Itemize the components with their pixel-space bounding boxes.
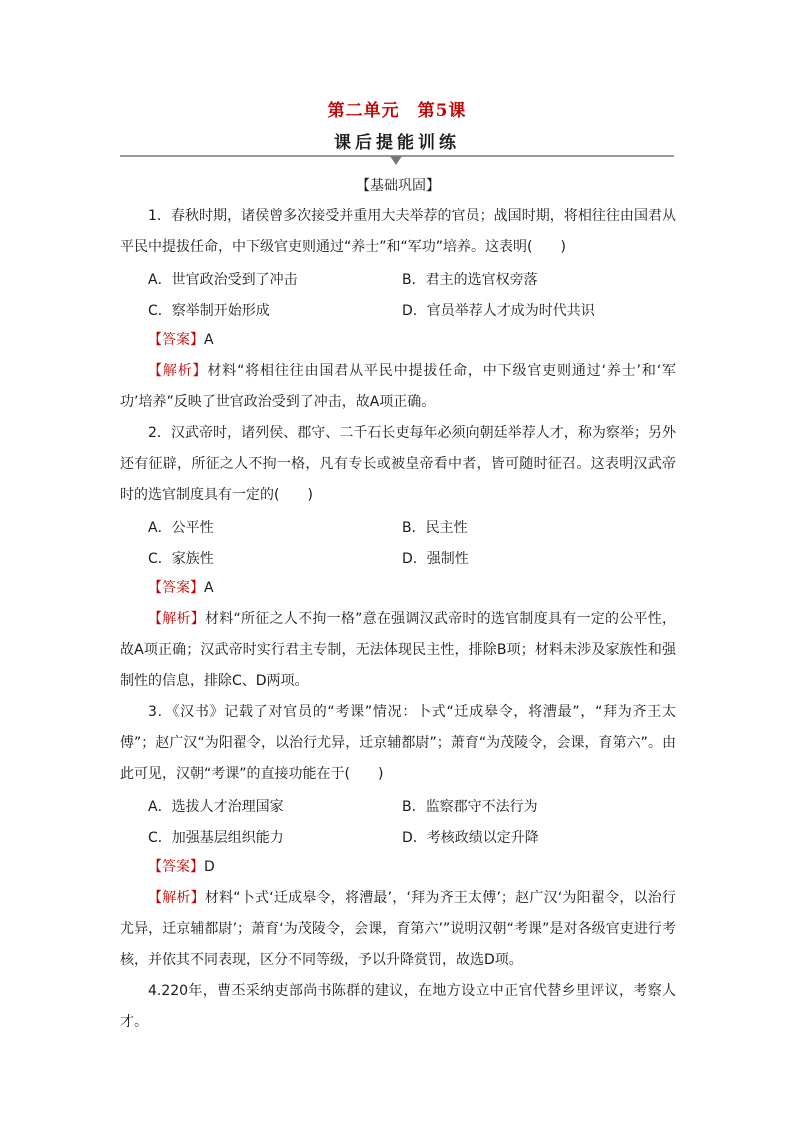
option-a: A．公平性 — [148, 519, 214, 536]
analysis-line — [120, 356, 676, 418]
option-b: B．民主性 — [402, 519, 468, 536]
options-row — [120, 790, 676, 821]
question-stem: 4.220年，曹丕采纳吏部尚书陈群的建议，在地方设立中正官代替乡里评议，考察人才。 — [120, 983, 676, 1030]
option-c: C．察举制开始形成 — [148, 302, 270, 319]
options-row — [120, 542, 676, 573]
analysis-text: 材料“所征之人不拘一格”意在强调汉武帝时的选官制度具有一定的公平性，故A项正确；汉武帝时实行君主专制，无法体现民主性，排除B项；材料未涉及家族性和强制性的信息，排除C、D两项。 — [120, 611, 676, 689]
analysis-label: 【解析】 — [148, 890, 205, 906]
question-stem: 1．春秋时期，诸侯曾多次接受并重用大夫举荐的官员；战国时期，将相往往由国君从平民中提拔任命，中下级官吏则通过“养士”和“军功”培养。这表明( ) — [120, 208, 676, 255]
section-title: 【基础巩固】 — [356, 178, 440, 194]
content — [120, 175, 676, 1038]
option-d: D．考核政绩以定升降 — [402, 829, 539, 846]
analysis-text: 材料“卜式‘迁成皋令，将漕最’，‘拜为齐王太傅’；赵广汉‘为阳翟令，以治行尤异，迁京辅都尉’；萧育‘为茂陵令，会课，育第六’”说明汉朝“考课”是对各级官吏进行考核，并依其不同表现，区分不同等级，予以升降赏罚，故选D项。 — [120, 890, 676, 968]
option-d: D．强制性 — [402, 550, 469, 567]
analysis-label: 【解析】 — [148, 611, 206, 627]
analysis-line — [120, 883, 676, 976]
answer-value: A — [204, 580, 214, 596]
answer-line — [120, 573, 676, 604]
option-a: A．世官政治受到了冲击 — [148, 271, 298, 288]
analysis-label: 【解析】 — [148, 363, 208, 379]
analysis-text: 材料“将相往往由国君从平民中提拔任命，中下级官吏则通过‘养士’和‘军功’培养”反映了世官政治受到了冲击，故A项正确。 — [120, 363, 677, 410]
header-rule — [120, 155, 674, 157]
triangle-down-icon — [390, 156, 402, 165]
options-row — [120, 511, 676, 542]
question-stem: 2．汉武帝时，诸列侯、郡守、二千石长吏每年必须向朝廷举荐人才，称为察举；另外还有征辟，所征之人不拘一格，凡有专长或被皇帝看中者，皆可随时征召。这表明汉武帝时的选官制度具有一定的( ) — [120, 425, 676, 503]
options-row — [120, 263, 676, 294]
page-header — [120, 96, 674, 157]
analysis-line — [120, 604, 676, 697]
option-c: C．家族性 — [148, 550, 214, 567]
option-b: B．君主的选官权旁落 — [402, 271, 538, 288]
option-a: A．选拔人才治理国家 — [148, 798, 284, 815]
option-c: C．加强基层组织能力 — [148, 829, 284, 846]
answer-label: 【答案】 — [148, 332, 204, 348]
options-row — [120, 821, 676, 852]
option-d: D．官员举荐人才成为时代共识 — [402, 302, 595, 319]
answer-line — [120, 325, 676, 356]
answer-label: 【答案】 — [148, 859, 204, 875]
unit-title: 第二单元 第5课 — [327, 101, 467, 121]
answer-label: 【答案】 — [148, 580, 204, 596]
question-stem: 3．《汉书》记载了对官员的“考课”情况：卜式“迁成皋令，将漕最”，“拜为齐王太傅”；赵广汉“为阳翟令，以治行尤异，迁京辅都尉”；萧育“为茂陵令，会课，育第六”。由此可见，汉朝“考课”的直接功能在于( ) — [120, 704, 676, 782]
answer-value: A — [204, 332, 214, 348]
option-b: B．监察郡守不法行为 — [402, 798, 538, 815]
answer-line — [120, 852, 676, 883]
answer-value: D — [204, 859, 215, 875]
sub-title: 课后提能训练 — [334, 133, 460, 153]
options-row — [120, 294, 676, 325]
